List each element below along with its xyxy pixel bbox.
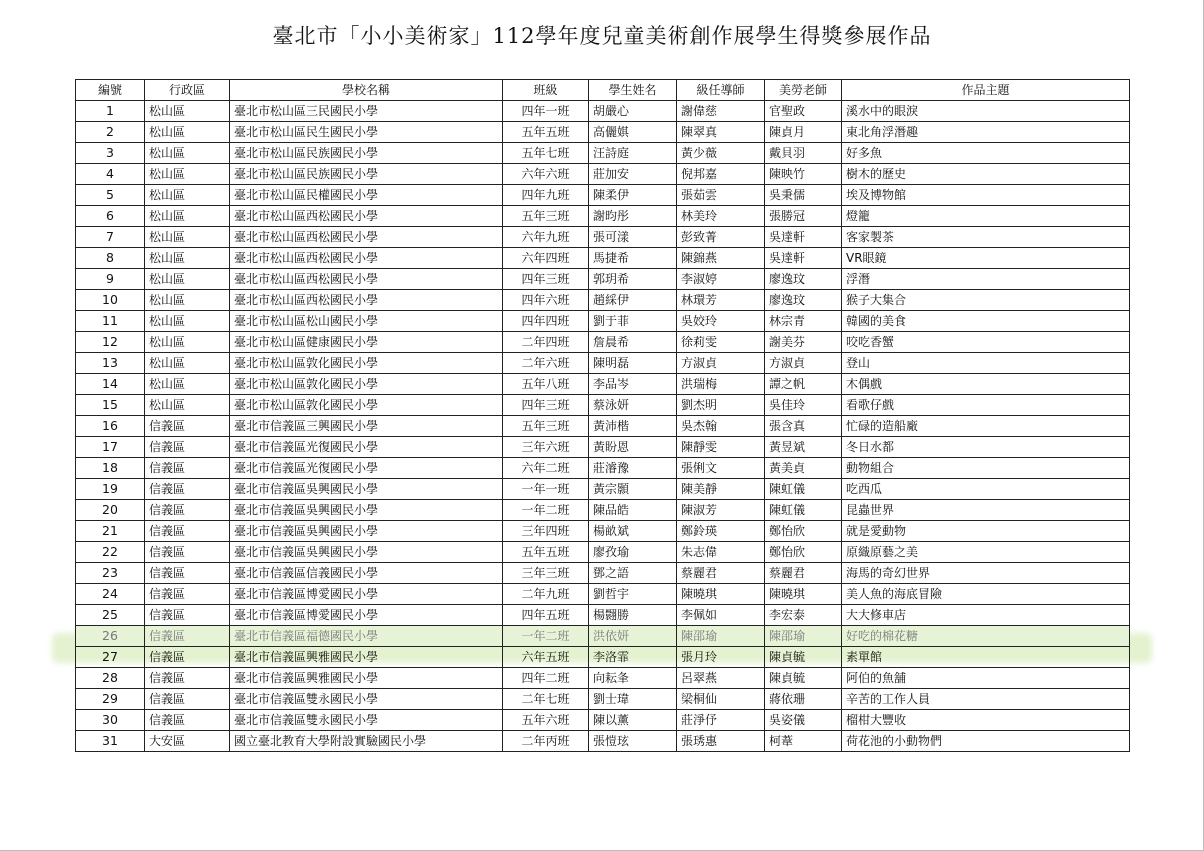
cell-student: 廖孜瑜 bbox=[589, 542, 677, 563]
cell-art-teacher: 陳虹儀 bbox=[765, 479, 842, 500]
cell-student: 李品岑 bbox=[589, 374, 677, 395]
table-row bbox=[76, 185, 1130, 206]
cell-district: 信義區 bbox=[145, 479, 230, 500]
col-header-class: 班級 bbox=[503, 80, 589, 101]
cell-artwork-theme: 東北角浮潛趣 bbox=[842, 122, 1130, 143]
cell-homeroom-teacher: 陳邵瑜 bbox=[677, 626, 765, 647]
cell-school: 臺北市信義區吳興國民小學 bbox=[230, 521, 503, 542]
cell-school: 臺北市松山區敦化國民小學 bbox=[230, 395, 503, 416]
cell-number: 9 bbox=[76, 269, 145, 290]
cell-number: 22 bbox=[76, 542, 145, 563]
cell-homeroom-teacher: 陳靜雯 bbox=[677, 437, 765, 458]
cell-number: 28 bbox=[76, 668, 145, 689]
cell-class: 五年五班 bbox=[503, 542, 589, 563]
cell-class: 二年四班 bbox=[503, 332, 589, 353]
cell-number: 15 bbox=[76, 395, 145, 416]
cell-school: 臺北市信義區雙永國民小學 bbox=[230, 710, 503, 731]
cell-art-teacher: 官聖政 bbox=[765, 101, 842, 122]
cell-district: 松山區 bbox=[145, 395, 230, 416]
cell-district: 松山區 bbox=[145, 374, 230, 395]
cell-art-teacher: 譚之帆 bbox=[765, 374, 842, 395]
cell-student: 張可漾 bbox=[589, 227, 677, 248]
cell-class: 五年三班 bbox=[503, 206, 589, 227]
cell-school: 臺北市信義區吳興國民小學 bbox=[230, 479, 503, 500]
table-row bbox=[76, 416, 1130, 437]
table-row bbox=[76, 521, 1130, 542]
cell-student: 汪詩庭 bbox=[589, 143, 677, 164]
cell-student: 劉哲宇 bbox=[589, 584, 677, 605]
cell-class: 四年一班 bbox=[503, 101, 589, 122]
awards-table bbox=[75, 79, 1130, 752]
cell-artwork-theme: 埃及博物館 bbox=[842, 185, 1130, 206]
cell-class: 五年三班 bbox=[503, 416, 589, 437]
cell-district: 松山區 bbox=[145, 353, 230, 374]
cell-school: 臺北市松山區西松國民小學 bbox=[230, 248, 503, 269]
cell-school: 臺北市松山區敦化國民小學 bbox=[230, 374, 503, 395]
cell-district: 信義區 bbox=[145, 542, 230, 563]
table-row bbox=[76, 479, 1130, 500]
cell-class: 六年九班 bbox=[503, 227, 589, 248]
cell-number: 26 bbox=[76, 626, 145, 647]
cell-artwork-theme: 就是愛動物 bbox=[842, 521, 1130, 542]
col-header-school: 學校名稱 bbox=[230, 80, 503, 101]
cell-artwork-theme: 榴柑大豐收 bbox=[842, 710, 1130, 731]
cell-student: 詹晨希 bbox=[589, 332, 677, 353]
cell-class: 六年六班 bbox=[503, 164, 589, 185]
cell-artwork-theme: 木偶戲 bbox=[842, 374, 1130, 395]
cell-class: 四年三班 bbox=[503, 395, 589, 416]
cell-student: 陳品皓 bbox=[589, 500, 677, 521]
cell-homeroom-teacher: 陳美靜 bbox=[677, 479, 765, 500]
cell-homeroom-teacher: 林環芳 bbox=[677, 290, 765, 311]
cell-class: 二年六班 bbox=[503, 353, 589, 374]
cell-class: 四年九班 bbox=[503, 185, 589, 206]
cell-art-teacher: 方淑貞 bbox=[765, 353, 842, 374]
cell-artwork-theme: 動物組合 bbox=[842, 458, 1130, 479]
cell-district: 信義區 bbox=[145, 563, 230, 584]
table-row bbox=[76, 311, 1130, 332]
cell-district: 信義區 bbox=[145, 626, 230, 647]
cell-number: 5 bbox=[76, 185, 145, 206]
cell-class: 三年三班 bbox=[503, 563, 589, 584]
cell-art-teacher: 蔡麗君 bbox=[765, 563, 842, 584]
cell-art-teacher: 吳達軒 bbox=[765, 227, 842, 248]
cell-art-teacher: 張含真 bbox=[765, 416, 842, 437]
cell-class: 一年一班 bbox=[503, 479, 589, 500]
cell-artwork-theme: 海馬的奇幻世界 bbox=[842, 563, 1130, 584]
cell-homeroom-teacher: 林美玲 bbox=[677, 206, 765, 227]
cell-art-teacher: 張勝冠 bbox=[765, 206, 842, 227]
table-row bbox=[76, 437, 1130, 458]
cell-class: 四年二班 bbox=[503, 668, 589, 689]
cell-number: 1 bbox=[76, 101, 145, 122]
table-row bbox=[76, 668, 1130, 689]
cell-homeroom-teacher: 陳曉琪 bbox=[677, 584, 765, 605]
cell-homeroom-teacher: 謝偉慈 bbox=[677, 101, 765, 122]
cell-district: 松山區 bbox=[145, 332, 230, 353]
cell-district: 松山區 bbox=[145, 143, 230, 164]
cell-number: 29 bbox=[76, 689, 145, 710]
cell-student: 高儷娸 bbox=[589, 122, 677, 143]
cell-artwork-theme: 咬吃香蟹 bbox=[842, 332, 1130, 353]
cell-district: 松山區 bbox=[145, 185, 230, 206]
table-row bbox=[76, 374, 1130, 395]
cell-number: 21 bbox=[76, 521, 145, 542]
cell-homeroom-teacher: 吳杰翰 bbox=[677, 416, 765, 437]
cell-art-teacher: 陳曉琪 bbox=[765, 584, 842, 605]
cell-artwork-theme: 忙碌的造船廠 bbox=[842, 416, 1130, 437]
cell-school: 臺北市信義區博愛國民小學 bbox=[230, 584, 503, 605]
cell-student: 黃盼恩 bbox=[589, 437, 677, 458]
cell-school: 臺北市松山區西松國民小學 bbox=[230, 227, 503, 248]
cell-artwork-theme: 看歌仔戲 bbox=[842, 395, 1130, 416]
cell-class: 四年三班 bbox=[503, 269, 589, 290]
cell-number: 14 bbox=[76, 374, 145, 395]
cell-artwork-theme: 好吃的棉花糖 bbox=[842, 626, 1130, 647]
cell-artwork-theme: 好多魚 bbox=[842, 143, 1130, 164]
cell-number: 11 bbox=[76, 311, 145, 332]
cell-school: 臺北市松山區西松國民小學 bbox=[230, 269, 503, 290]
cell-class: 六年二班 bbox=[503, 458, 589, 479]
cell-homeroom-teacher: 莊淨伃 bbox=[677, 710, 765, 731]
cell-district: 信義區 bbox=[145, 689, 230, 710]
table-row bbox=[76, 206, 1130, 227]
cell-art-teacher: 吳姿儀 bbox=[765, 710, 842, 731]
cell-homeroom-teacher: 陳淑芳 bbox=[677, 500, 765, 521]
cell-art-teacher: 陳邵瑜 bbox=[765, 626, 842, 647]
cell-student: 謝昀彤 bbox=[589, 206, 677, 227]
cell-art-teacher: 李宏泰 bbox=[765, 605, 842, 626]
cell-art-teacher: 柯葦 bbox=[765, 731, 842, 752]
cell-student: 莊濬豫 bbox=[589, 458, 677, 479]
cell-school: 臺北市松山區民生國民小學 bbox=[230, 122, 503, 143]
cell-class: 四年六班 bbox=[503, 290, 589, 311]
cell-art-teacher: 黃昱斌 bbox=[765, 437, 842, 458]
cell-class: 六年四班 bbox=[503, 248, 589, 269]
table-row bbox=[76, 689, 1130, 710]
table-row bbox=[76, 143, 1130, 164]
cell-art-teacher: 林宗青 bbox=[765, 311, 842, 332]
cell-school: 臺北市松山區健康國民小學 bbox=[230, 332, 503, 353]
cell-class: 三年六班 bbox=[503, 437, 589, 458]
cell-district: 信義區 bbox=[145, 521, 230, 542]
cell-school: 臺北市松山區民權國民小學 bbox=[230, 185, 503, 206]
cell-school: 臺北市信義區興雅國民小學 bbox=[230, 647, 503, 668]
cell-number: 24 bbox=[76, 584, 145, 605]
cell-artwork-theme: 大大修車店 bbox=[842, 605, 1130, 626]
cell-school: 臺北市信義區吳興國民小學 bbox=[230, 500, 503, 521]
cell-art-teacher: 陳映竹 bbox=[765, 164, 842, 185]
cell-homeroom-teacher: 張俐文 bbox=[677, 458, 765, 479]
cell-district: 松山區 bbox=[145, 248, 230, 269]
cell-district: 松山區 bbox=[145, 122, 230, 143]
cell-number: 12 bbox=[76, 332, 145, 353]
table-row bbox=[76, 395, 1130, 416]
cell-school: 臺北市信義區三興國民小學 bbox=[230, 416, 503, 437]
cell-homeroom-teacher: 陳翠真 bbox=[677, 122, 765, 143]
cell-school: 臺北市信義區吳興國民小學 bbox=[230, 542, 503, 563]
cell-school: 臺北市松山區松山國民小學 bbox=[230, 311, 503, 332]
cell-homeroom-teacher: 朱志偉 bbox=[677, 542, 765, 563]
cell-art-teacher: 戴貝羽 bbox=[765, 143, 842, 164]
cell-student: 楊翾勝 bbox=[589, 605, 677, 626]
table-row bbox=[76, 332, 1130, 353]
cell-class: 五年五班 bbox=[503, 122, 589, 143]
cell-artwork-theme: 吃西瓜 bbox=[842, 479, 1130, 500]
table-row bbox=[76, 563, 1130, 584]
cell-student: 趙綵伊 bbox=[589, 290, 677, 311]
cell-student: 張愷玹 bbox=[589, 731, 677, 752]
cell-school: 國立臺北教育大學附設實驗國民小學 bbox=[230, 731, 503, 752]
cell-district: 信義區 bbox=[145, 458, 230, 479]
cell-homeroom-teacher: 陳錦燕 bbox=[677, 248, 765, 269]
cell-student: 莊加安 bbox=[589, 164, 677, 185]
cell-artwork-theme: 燈籠 bbox=[842, 206, 1130, 227]
table-row bbox=[76, 710, 1130, 731]
cell-district: 信義區 bbox=[145, 584, 230, 605]
cell-district: 松山區 bbox=[145, 101, 230, 122]
cell-homeroom-teacher: 劉杰明 bbox=[677, 395, 765, 416]
cell-homeroom-teacher: 李淑婷 bbox=[677, 269, 765, 290]
cell-district: 信義區 bbox=[145, 437, 230, 458]
cell-art-teacher: 謝美芬 bbox=[765, 332, 842, 353]
cell-art-teacher: 廖逸玟 bbox=[765, 269, 842, 290]
cell-student: 蔡泳妍 bbox=[589, 395, 677, 416]
cell-district: 松山區 bbox=[145, 227, 230, 248]
cell-district: 信義區 bbox=[145, 416, 230, 437]
cell-number: 25 bbox=[76, 605, 145, 626]
table-row bbox=[76, 647, 1130, 668]
table-row bbox=[76, 731, 1130, 752]
cell-student: 向耘夆 bbox=[589, 668, 677, 689]
cell-art-teacher: 鄭怡欣 bbox=[765, 521, 842, 542]
cell-class: 二年丙班 bbox=[503, 731, 589, 752]
col-header-homeroom-teacher: 級任導師 bbox=[677, 80, 765, 101]
cell-class: 二年七班 bbox=[503, 689, 589, 710]
cell-school: 臺北市信義區福德國民小學 bbox=[230, 626, 503, 647]
cell-artwork-theme: 辛苦的工作人員 bbox=[842, 689, 1130, 710]
table-header-row bbox=[76, 80, 1130, 101]
cell-district: 信義區 bbox=[145, 500, 230, 521]
cell-artwork-theme: 猴子大集合 bbox=[842, 290, 1130, 311]
cell-homeroom-teacher: 蔡麗君 bbox=[677, 563, 765, 584]
cell-class: 三年四班 bbox=[503, 521, 589, 542]
cell-art-teacher: 陳虹儀 bbox=[765, 500, 842, 521]
cell-student: 胡嚴心 bbox=[589, 101, 677, 122]
cell-homeroom-teacher: 張琇惠 bbox=[677, 731, 765, 752]
table-row bbox=[76, 542, 1130, 563]
cell-student: 楊畝斌 bbox=[589, 521, 677, 542]
cell-number: 6 bbox=[76, 206, 145, 227]
cell-number: 27 bbox=[76, 647, 145, 668]
cell-number: 8 bbox=[76, 248, 145, 269]
cell-district: 松山區 bbox=[145, 206, 230, 227]
col-header-district: 行政區 bbox=[145, 80, 230, 101]
cell-homeroom-teacher: 呂翠燕 bbox=[677, 668, 765, 689]
table-row bbox=[76, 248, 1130, 269]
page-title: 臺北市「小小美術家」112學年度兒童美術創作展學生得獎參展作品 bbox=[272, 24, 932, 48]
cell-school: 臺北市松山區西松國民小學 bbox=[230, 290, 503, 311]
col-header-number: 編號 bbox=[76, 80, 145, 101]
cell-student: 劉于菲 bbox=[589, 311, 677, 332]
cell-student: 陳以薰 bbox=[589, 710, 677, 731]
cell-artwork-theme: 阿伯的魚舖 bbox=[842, 668, 1130, 689]
cell-artwork-theme: 原織原藝之美 bbox=[842, 542, 1130, 563]
cell-district: 松山區 bbox=[145, 164, 230, 185]
cell-school: 臺北市松山區西松國民小學 bbox=[230, 206, 503, 227]
cell-art-teacher: 吳達軒 bbox=[765, 248, 842, 269]
cell-artwork-theme: 客家製茶 bbox=[842, 227, 1130, 248]
cell-school: 臺北市信義區光復國民小學 bbox=[230, 458, 503, 479]
cell-class: 四年四班 bbox=[503, 311, 589, 332]
cell-art-teacher: 陳貞月 bbox=[765, 122, 842, 143]
cell-number: 19 bbox=[76, 479, 145, 500]
cell-number: 30 bbox=[76, 710, 145, 731]
cell-district: 松山區 bbox=[145, 311, 230, 332]
cell-district: 大安區 bbox=[145, 731, 230, 752]
cell-art-teacher: 陳貞毓 bbox=[765, 668, 842, 689]
cell-student: 陳明磊 bbox=[589, 353, 677, 374]
cell-homeroom-teacher: 吳姣玲 bbox=[677, 311, 765, 332]
table-row bbox=[76, 101, 1130, 122]
cell-school: 臺北市信義區博愛國民小學 bbox=[230, 605, 503, 626]
table-row bbox=[76, 122, 1130, 143]
cell-number: 16 bbox=[76, 416, 145, 437]
cell-school: 臺北市信義區雙永國民小學 bbox=[230, 689, 503, 710]
table-row bbox=[76, 626, 1130, 647]
cell-student: 郭玥希 bbox=[589, 269, 677, 290]
cell-class: 五年六班 bbox=[503, 710, 589, 731]
cell-artwork-theme: 昆蟲世界 bbox=[842, 500, 1130, 521]
cell-student: 陳柔伊 bbox=[589, 185, 677, 206]
cell-artwork-theme: 韓國的美食 bbox=[842, 311, 1130, 332]
cell-district: 信義區 bbox=[145, 710, 230, 731]
cell-number: 3 bbox=[76, 143, 145, 164]
cell-number: 2 bbox=[76, 122, 145, 143]
cell-class: 二年九班 bbox=[503, 584, 589, 605]
table-row bbox=[76, 227, 1130, 248]
cell-class: 四年五班 bbox=[503, 605, 589, 626]
cell-district: 信義區 bbox=[145, 668, 230, 689]
cell-homeroom-teacher: 鄭鈴瑛 bbox=[677, 521, 765, 542]
col-header-student: 學生姓名 bbox=[589, 80, 677, 101]
col-header-artwork-theme: 作品主題 bbox=[842, 80, 1130, 101]
table-row bbox=[76, 269, 1130, 290]
cell-number: 31 bbox=[76, 731, 145, 752]
cell-artwork-theme: 冬日水都 bbox=[842, 437, 1130, 458]
cell-artwork-theme: 浮潛 bbox=[842, 269, 1130, 290]
cell-student: 劉士瑋 bbox=[589, 689, 677, 710]
table-row bbox=[76, 164, 1130, 185]
cell-art-teacher: 吳秉儒 bbox=[765, 185, 842, 206]
table-row bbox=[76, 353, 1130, 374]
cell-school: 臺北市松山區民族國民小學 bbox=[230, 143, 503, 164]
cell-number: 7 bbox=[76, 227, 145, 248]
cell-art-teacher: 廖逸玟 bbox=[765, 290, 842, 311]
cell-class: 一年二班 bbox=[503, 500, 589, 521]
cell-homeroom-teacher: 張月玲 bbox=[677, 647, 765, 668]
cell-number: 23 bbox=[76, 563, 145, 584]
cell-art-teacher: 鄭怡欣 bbox=[765, 542, 842, 563]
cell-art-teacher: 蔣依珊 bbox=[765, 689, 842, 710]
cell-homeroom-teacher: 倪邦嘉 bbox=[677, 164, 765, 185]
cell-class: 五年七班 bbox=[503, 143, 589, 164]
cell-number: 18 bbox=[76, 458, 145, 479]
cell-school: 臺北市松山區三民國民小學 bbox=[230, 101, 503, 122]
table-row bbox=[76, 290, 1130, 311]
cell-art-teacher: 吳佳玲 bbox=[765, 395, 842, 416]
cell-number: 13 bbox=[76, 353, 145, 374]
cell-class: 六年五班 bbox=[503, 647, 589, 668]
cell-school: 臺北市松山區敦化國民小學 bbox=[230, 353, 503, 374]
cell-number: 17 bbox=[76, 437, 145, 458]
cell-homeroom-teacher: 洪瑞梅 bbox=[677, 374, 765, 395]
cell-student: 馬捷希 bbox=[589, 248, 677, 269]
cell-district: 松山區 bbox=[145, 269, 230, 290]
cell-district: 信義區 bbox=[145, 647, 230, 668]
cell-student: 李洛霏 bbox=[589, 647, 677, 668]
cell-number: 10 bbox=[76, 290, 145, 311]
cell-number: 4 bbox=[76, 164, 145, 185]
cell-artwork-theme: 美人魚的海底冒險 bbox=[842, 584, 1130, 605]
cell-homeroom-teacher: 彭致菁 bbox=[677, 227, 765, 248]
cell-school: 臺北市信義區信義國民小學 bbox=[230, 563, 503, 584]
cell-student: 黃沛楷 bbox=[589, 416, 677, 437]
cell-artwork-theme: VR眼鏡 bbox=[842, 248, 1130, 269]
cell-school: 臺北市信義區光復國民小學 bbox=[230, 437, 503, 458]
cell-homeroom-teacher: 張茹雲 bbox=[677, 185, 765, 206]
table-row bbox=[76, 605, 1130, 626]
cell-artwork-theme: 素單館 bbox=[842, 647, 1130, 668]
cell-artwork-theme: 登山 bbox=[842, 353, 1130, 374]
cell-art-teacher: 陳貞毓 bbox=[765, 647, 842, 668]
cell-school: 臺北市松山區民族國民小學 bbox=[230, 164, 503, 185]
table-row bbox=[76, 500, 1130, 521]
cell-student: 洪依妍 bbox=[589, 626, 677, 647]
table-row bbox=[76, 458, 1130, 479]
cell-class: 五年八班 bbox=[503, 374, 589, 395]
table-row bbox=[76, 584, 1130, 605]
cell-district: 信義區 bbox=[145, 605, 230, 626]
cell-student: 鄧之語 bbox=[589, 563, 677, 584]
cell-artwork-theme: 樹木的歷史 bbox=[842, 164, 1130, 185]
cell-homeroom-teacher: 徐莉雯 bbox=[677, 332, 765, 353]
cell-artwork-theme: 溪水中的眼淚 bbox=[842, 101, 1130, 122]
cell-homeroom-teacher: 梁桐仙 bbox=[677, 689, 765, 710]
cell-class: 一年二班 bbox=[503, 626, 589, 647]
col-header-art-teacher: 美勞老師 bbox=[765, 80, 842, 101]
cell-school: 臺北市信義區興雅國民小學 bbox=[230, 668, 503, 689]
cell-student: 黃宗顥 bbox=[589, 479, 677, 500]
table-body bbox=[76, 101, 1130, 752]
cell-artwork-theme: 荷花池的小動物們 bbox=[842, 731, 1130, 752]
cell-homeroom-teacher: 李佩如 bbox=[677, 605, 765, 626]
cell-homeroom-teacher: 黃少薇 bbox=[677, 143, 765, 164]
cell-homeroom-teacher: 方淑貞 bbox=[677, 353, 765, 374]
cell-art-teacher: 黃美貞 bbox=[765, 458, 842, 479]
cell-district: 松山區 bbox=[145, 290, 230, 311]
cell-number: 20 bbox=[76, 500, 145, 521]
